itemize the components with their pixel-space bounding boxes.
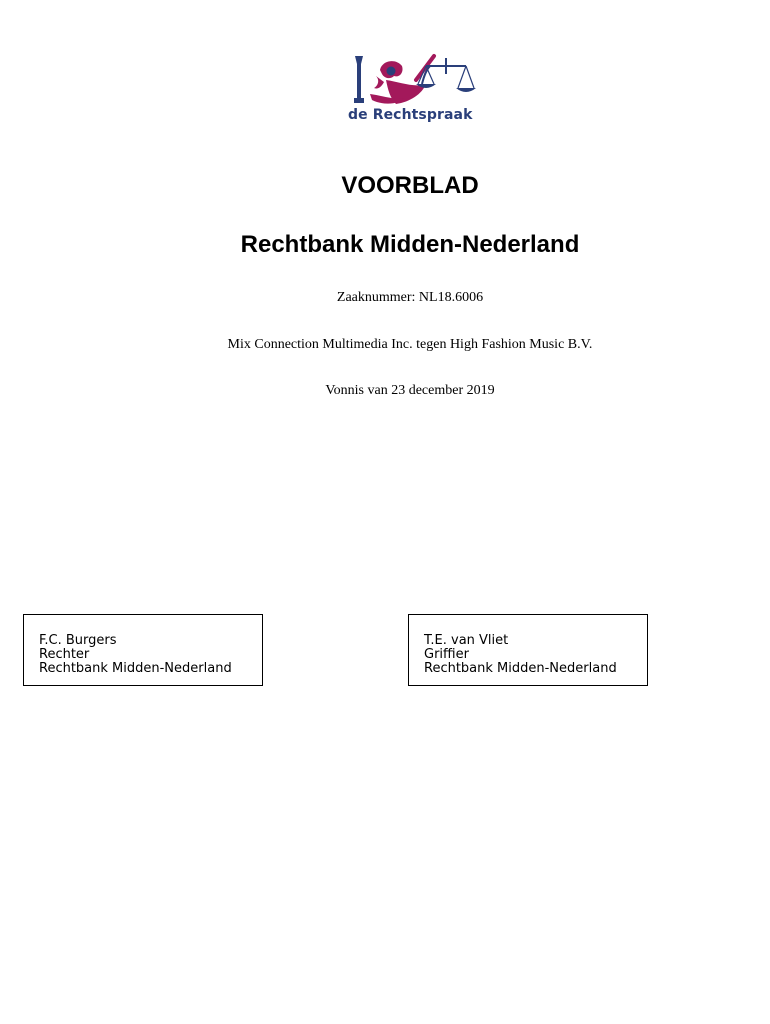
signer-role: Rechter [39, 647, 90, 662]
page-title: VOORBLAD [341, 172, 479, 199]
signer-court: Rechtbank Midden-Nederland [424, 661, 617, 676]
signature-box-judge [23, 614, 263, 686]
signer-name: T.E. van Vliet [424, 633, 509, 648]
rechtspraak-logo [330, 50, 490, 128]
signer-role: Griffier [424, 647, 469, 662]
case-number: Zaaknummer: NL18.6006 [336, 290, 484, 305]
justice-scales-icon [330, 50, 490, 108]
case-parties: Mix Connection Multimedia Inc. tegen High Fashion Music B.V. [227, 337, 593, 352]
signer-name: F.C. Burgers [39, 633, 117, 648]
signature-box-clerk [408, 614, 648, 686]
court-heading: Rechtbank Midden-Nederland [240, 231, 580, 258]
logo-text: de Rechtspraak [348, 107, 473, 123]
signer-court: Rechtbank Midden-Nederland [39, 661, 232, 676]
verdict-date: Vonnis van 23 december 2019 [325, 383, 495, 398]
